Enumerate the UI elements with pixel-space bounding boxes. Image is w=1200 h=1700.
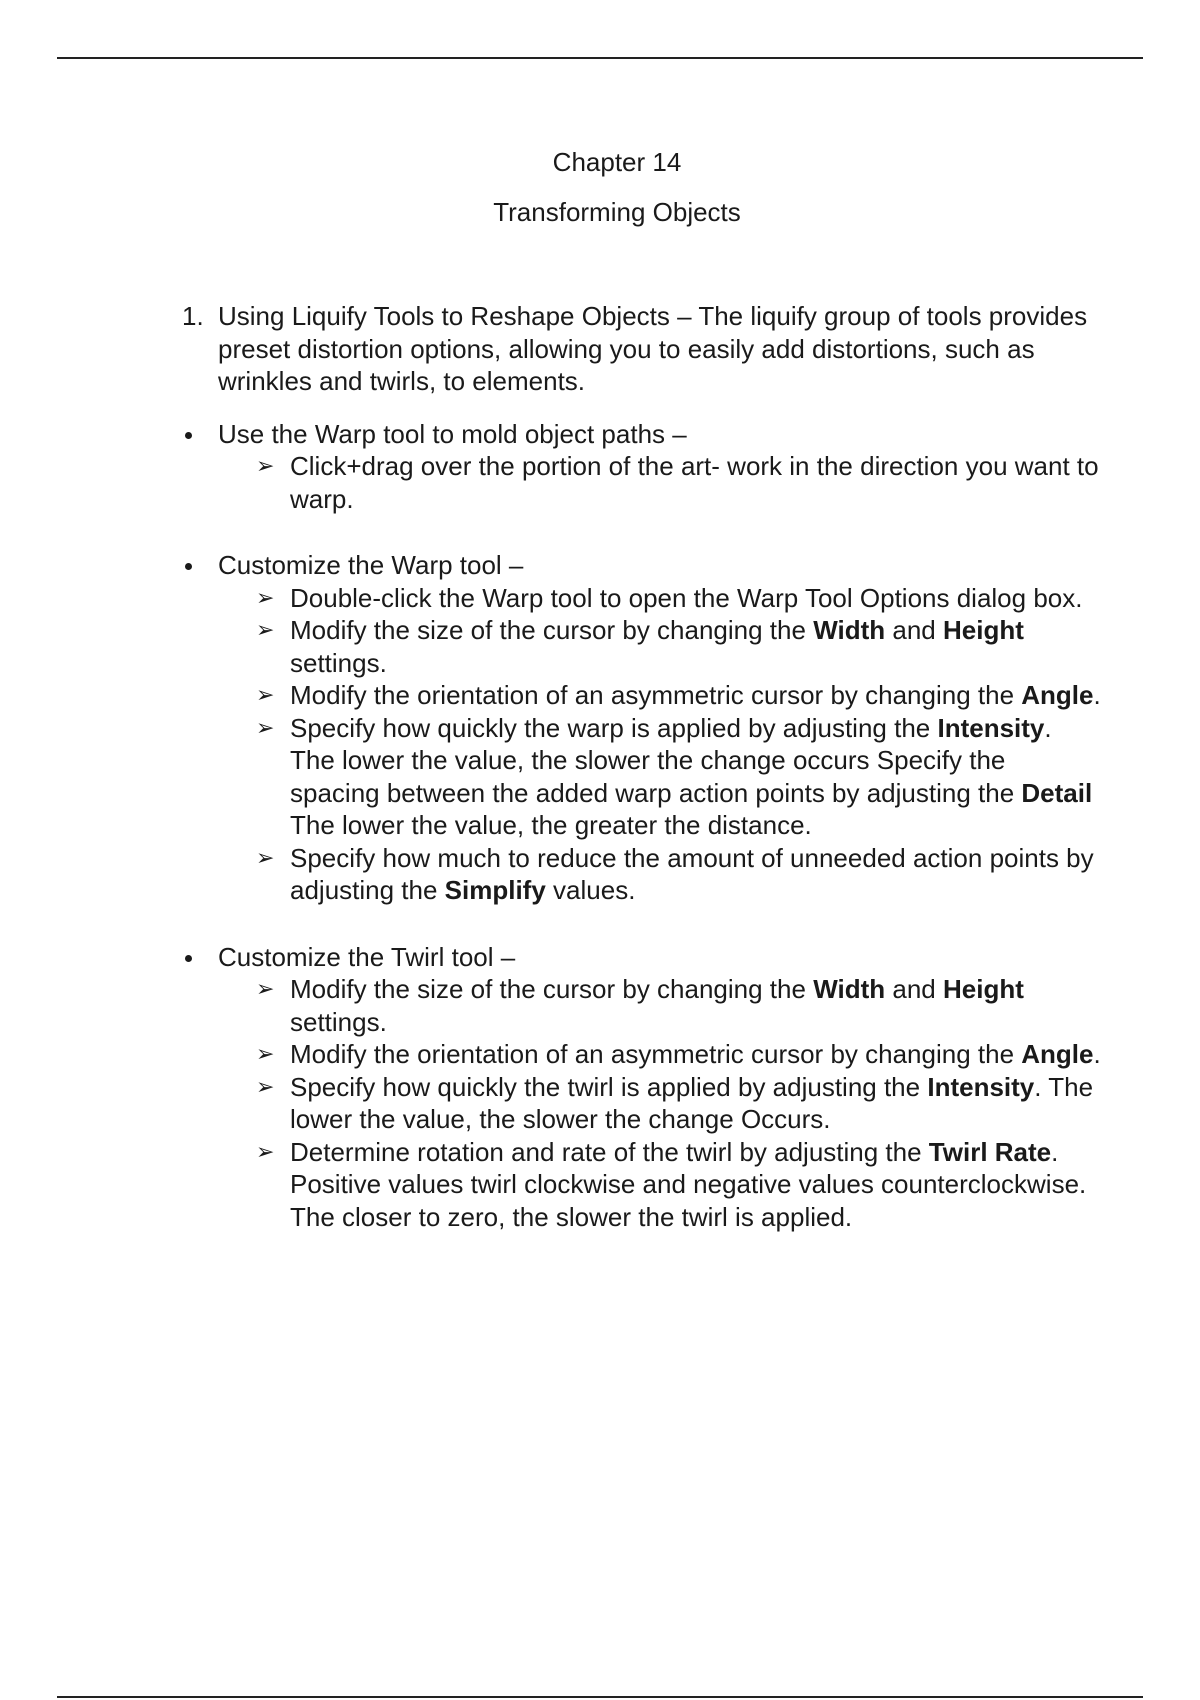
top-rule xyxy=(57,57,1143,59)
bullet-heading xyxy=(182,549,1102,582)
sub-item-text: Modify the orientation of an asymmetric cursor by changing the xyxy=(290,1039,1022,1069)
chapter-title: Transforming Objects xyxy=(493,197,741,227)
sub-item xyxy=(182,842,1102,907)
arrow-bullet-icon: ➢ xyxy=(256,844,275,870)
arrow-bullet-icon: ➢ xyxy=(256,584,275,610)
arrow-bullet-icon: ➢ xyxy=(256,976,275,1001)
bold-term: Detail xyxy=(1021,777,1093,808)
bullet-heading xyxy=(182,941,1102,974)
sub-item-list xyxy=(182,973,1102,1233)
bold-term: Height xyxy=(942,615,1024,645)
numbered-item xyxy=(182,300,1102,398)
bullet-heading-text: Customize the Twirl tool – xyxy=(218,941,516,972)
bullet-sections xyxy=(182,418,1102,1234)
sub-item xyxy=(182,1038,1102,1071)
bullet-section xyxy=(182,549,1102,907)
bold-term: Angle xyxy=(1021,1039,1094,1069)
bold-term: Intensity xyxy=(927,1071,1035,1102)
document-body xyxy=(182,300,1102,1267)
bullet-heading xyxy=(182,418,1102,451)
sub-item-text: The lower the value, the greater the distance. xyxy=(290,810,812,840)
bold-term: Simplify xyxy=(444,875,546,905)
bullet-heading-text: Use the Warp tool to mold object paths – xyxy=(218,418,687,449)
bottom-rule xyxy=(57,1696,1143,1698)
sub-item xyxy=(182,582,1102,615)
sub-item-list xyxy=(182,582,1102,907)
sub-item-text: . The lower the value, the slower the change Occurs. xyxy=(290,1071,1094,1134)
arrow-bullet-icon: ➢ xyxy=(256,1041,275,1066)
arrow-bullet-icon: ➢ xyxy=(256,714,275,740)
sub-item-text: Modify the orientation of an asymmetric cursor by changing the xyxy=(290,680,1022,710)
sub-item-text: Specify how quickly the warp is applied by adjusting the xyxy=(290,712,938,743)
bold-term: Angle xyxy=(1021,680,1094,710)
sub-item-text: Click+drag over the portion of the art- work in the direction you want to warp. xyxy=(290,451,1099,514)
chapter-heading: Chapter 14 xyxy=(552,147,682,177)
bold-term: Width xyxy=(813,615,886,645)
sub-item xyxy=(182,679,1102,712)
bold-term: Twirl Rate xyxy=(928,1136,1052,1167)
sub-item xyxy=(182,450,1102,515)
sub-item-text: . xyxy=(1093,1039,1101,1069)
sub-item-text: Modify the size of the cursor by changing the xyxy=(290,974,814,1004)
sub-item-text: Double-click the Warp tool to open the Warp Tool Options dialog box. xyxy=(290,582,1083,613)
bold-term: Intensity xyxy=(937,712,1045,743)
arrow-bullet-icon: ➢ xyxy=(256,1138,275,1164)
numbered-item-text: Using Liquify Tools to Reshape Objects – The liquify group of tools provides preset distortion options, allowing you to easily add distortions, such as wrinkles and twirls, to elements. xyxy=(218,301,1088,396)
sub-item-text: . The lower the value, the slower the change occurs Specify the spacing between the added warp action points by adjusting the xyxy=(290,712,1052,808)
sub-item-text: and xyxy=(885,615,943,645)
sub-item-text: Specify how quickly the twirl is applied by adjusting the xyxy=(290,1071,928,1102)
sub-item-text: . xyxy=(1093,680,1101,710)
bullet-heading-text: Customize the Warp tool – xyxy=(218,550,524,580)
bold-term: Width xyxy=(813,974,886,1004)
sub-item-text: values. xyxy=(545,875,636,905)
bullet-section xyxy=(182,941,1102,1234)
arrow-bullet-icon: ➢ xyxy=(256,453,275,478)
sub-item-text: and xyxy=(885,974,943,1004)
bullet-dot-icon xyxy=(185,563,192,570)
sub-item xyxy=(182,614,1102,679)
bullet-section xyxy=(182,418,1102,516)
arrow-bullet-icon: ➢ xyxy=(256,1073,275,1099)
bold-term: Height xyxy=(942,974,1024,1004)
sub-item-text: Modify the size of the cursor by changing the xyxy=(290,615,814,645)
sub-item-text: settings. xyxy=(290,1006,387,1037)
arrow-bullet-icon: ➢ xyxy=(256,682,275,707)
sub-item xyxy=(182,1136,1102,1234)
arrow-bullet-icon: ➢ xyxy=(256,617,275,642)
item-number: 1. xyxy=(182,301,204,331)
sub-item xyxy=(182,973,1102,1038)
sub-item-text: Determine rotation and rate of the twirl by adjusting the xyxy=(290,1136,929,1167)
sub-item-text: Specify how much to reduce the amount of unneeded action points by adjusting the xyxy=(290,842,1094,905)
bullet-dot-icon xyxy=(185,432,192,439)
sub-item xyxy=(182,1071,1102,1136)
sub-item xyxy=(182,712,1102,842)
bullet-dot-icon xyxy=(185,955,192,962)
sub-item-text: . Positive values twirl clockwise and negative values counterclockwise. The closer to zero, the slower the twirl is applied. xyxy=(290,1136,1087,1232)
sub-item-list xyxy=(182,450,1102,515)
sub-item-text: settings. xyxy=(290,647,387,678)
